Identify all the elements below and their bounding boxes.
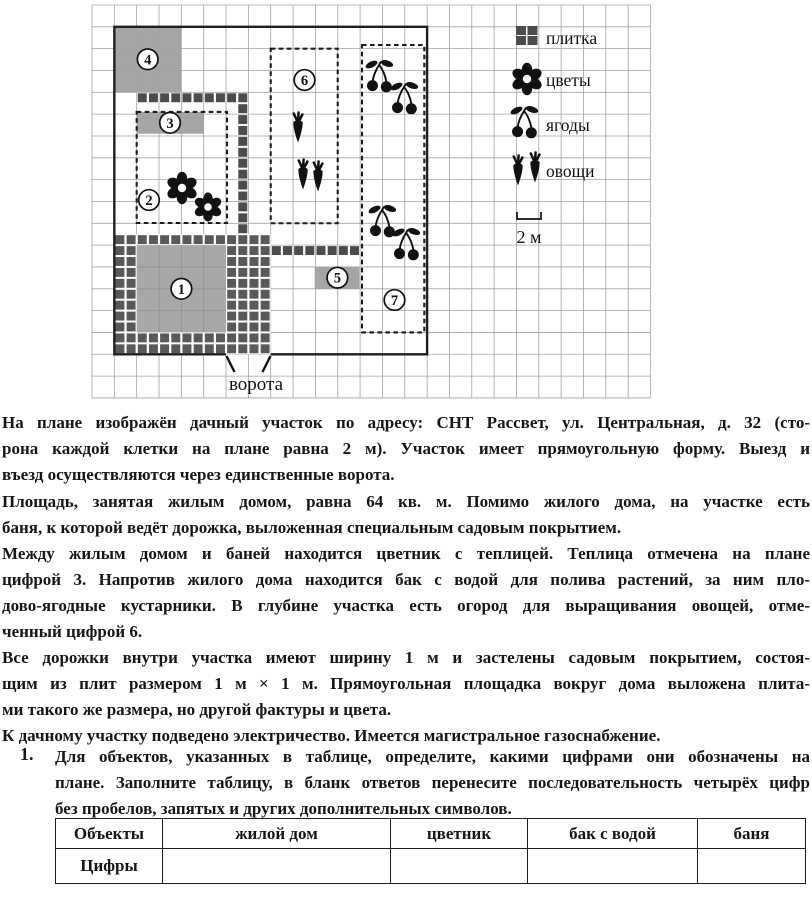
text-line: въезд осуществляются через единственные ворота.: [2, 465, 395, 484]
legend-label: ягоды: [546, 115, 590, 135]
gate-mark: [263, 356, 271, 372]
gate-label: ворота: [228, 374, 284, 395]
text-line: Площадь, занятая жилым домом, равна 64 кв. м. Помимо жилого дома, на участке есть: [2, 492, 810, 511]
answer-table: [55, 818, 806, 884]
vegetable-icon: [293, 113, 302, 143]
task-number: 1.: [20, 744, 34, 764]
table-header-row: [56, 819, 806, 849]
text-line: плане. Заполните таблицу, в бланк ответов перенесите последовательность четырёх цифр: [55, 773, 810, 792]
marker-3: 3: [166, 115, 174, 132]
intro-paragraph: [2, 410, 810, 488]
table-header-watertank: бак с водой: [528, 819, 698, 849]
text-line: цифрой 3. Напротив жилого дома находится бак с водой для полива растений, за ним пло-: [2, 570, 810, 589]
text-line: Для объектов, указанных в таблице, определите, какими цифрами они обозначены на: [55, 747, 810, 766]
description-paragraphs: [2, 489, 810, 749]
tile-icon: [528, 36, 538, 45]
legend: [509, 26, 597, 247]
scale-bar: [517, 212, 541, 219]
text-line: На плане изображён дачный участок по адресу: СНТ Рассвет, ул. Центральная, д. 32 (сто-: [2, 413, 810, 432]
text-line: Между жилым домом и баней находится цветник с теплицей. Теплица отмечена на плане: [2, 544, 810, 563]
text-line: Все дорожки внутри участка имеют ширину 1 м и застелены садовым покрытием, состоя-: [2, 648, 810, 667]
table-header-bathhouse: баня: [698, 819, 806, 849]
legend-label: плитка: [546, 28, 598, 48]
answer-cell-flowerbed: [391, 849, 528, 884]
text-line: К дачному участку подведено электричество. Имеется магистральное газоснабжение.: [2, 726, 661, 745]
marker-4: 4: [144, 52, 152, 69]
berries-icon: [364, 59, 394, 93]
table-header-objects: Объекты: [56, 819, 163, 849]
marker-5: 5: [333, 270, 342, 287]
cherry-icon: [509, 105, 539, 139]
text-line: щим из плит размером 1 м × 1 м. Прямоугольная площадка вокруг дома выложена плита-: [2, 674, 810, 693]
garden-plot-plan: [0, 0, 660, 404]
flower-icon: [193, 192, 223, 221]
table-answer-row: [56, 849, 806, 884]
scale-label: 2 м: [516, 227, 542, 247]
answer-cell-watertank: [528, 849, 698, 884]
text-line: рона каждой клетки на плане равна 2 м). Участок имеет прямоугольную форму. Выезд и: [2, 439, 810, 458]
carrot-icon: [513, 156, 522, 186]
flower-icon: [165, 172, 198, 204]
text-line: ми такого же размера, но другой фактуры и цвета.: [2, 700, 392, 719]
text-line: баня, к которой ведёт дорожка, выложенная специальным садовым покрытием.: [2, 518, 622, 537]
answer-cell-bathhouse: [698, 849, 806, 884]
table-row-label: Цифры: [56, 849, 163, 884]
text-line: ченный цифрой 6.: [2, 622, 143, 641]
tile-icon: [516, 36, 526, 45]
berries-icon: [391, 227, 421, 261]
marker-6: 6: [300, 73, 309, 89]
legend-label: цветы: [546, 70, 591, 90]
table-header-flowerbed: цветник: [391, 819, 528, 849]
text-line: дово-ягодные кустарники. В глубине участка есть огород для выращивания овощей, отме-: [2, 596, 810, 615]
gate-mark: [227, 356, 235, 372]
marker-1: 1: [177, 281, 186, 298]
text-line: без пробелов, запятых и других дополнительных символов.: [55, 799, 512, 818]
vegetable-icon: [298, 160, 307, 190]
table-header-house: жилой дом: [163, 819, 391, 849]
carrot-icon: [530, 153, 539, 183]
tile-icon: [528, 26, 538, 35]
answer-cell-house: [163, 849, 391, 884]
berries-icon: [389, 81, 419, 115]
marker-2: 2: [145, 193, 153, 209]
task-text: [55, 744, 810, 822]
tile-icon: [516, 26, 526, 35]
marker-7: 7: [390, 293, 399, 309]
legend-label: овощи: [546, 161, 595, 181]
vegetable-icon: [313, 162, 322, 192]
